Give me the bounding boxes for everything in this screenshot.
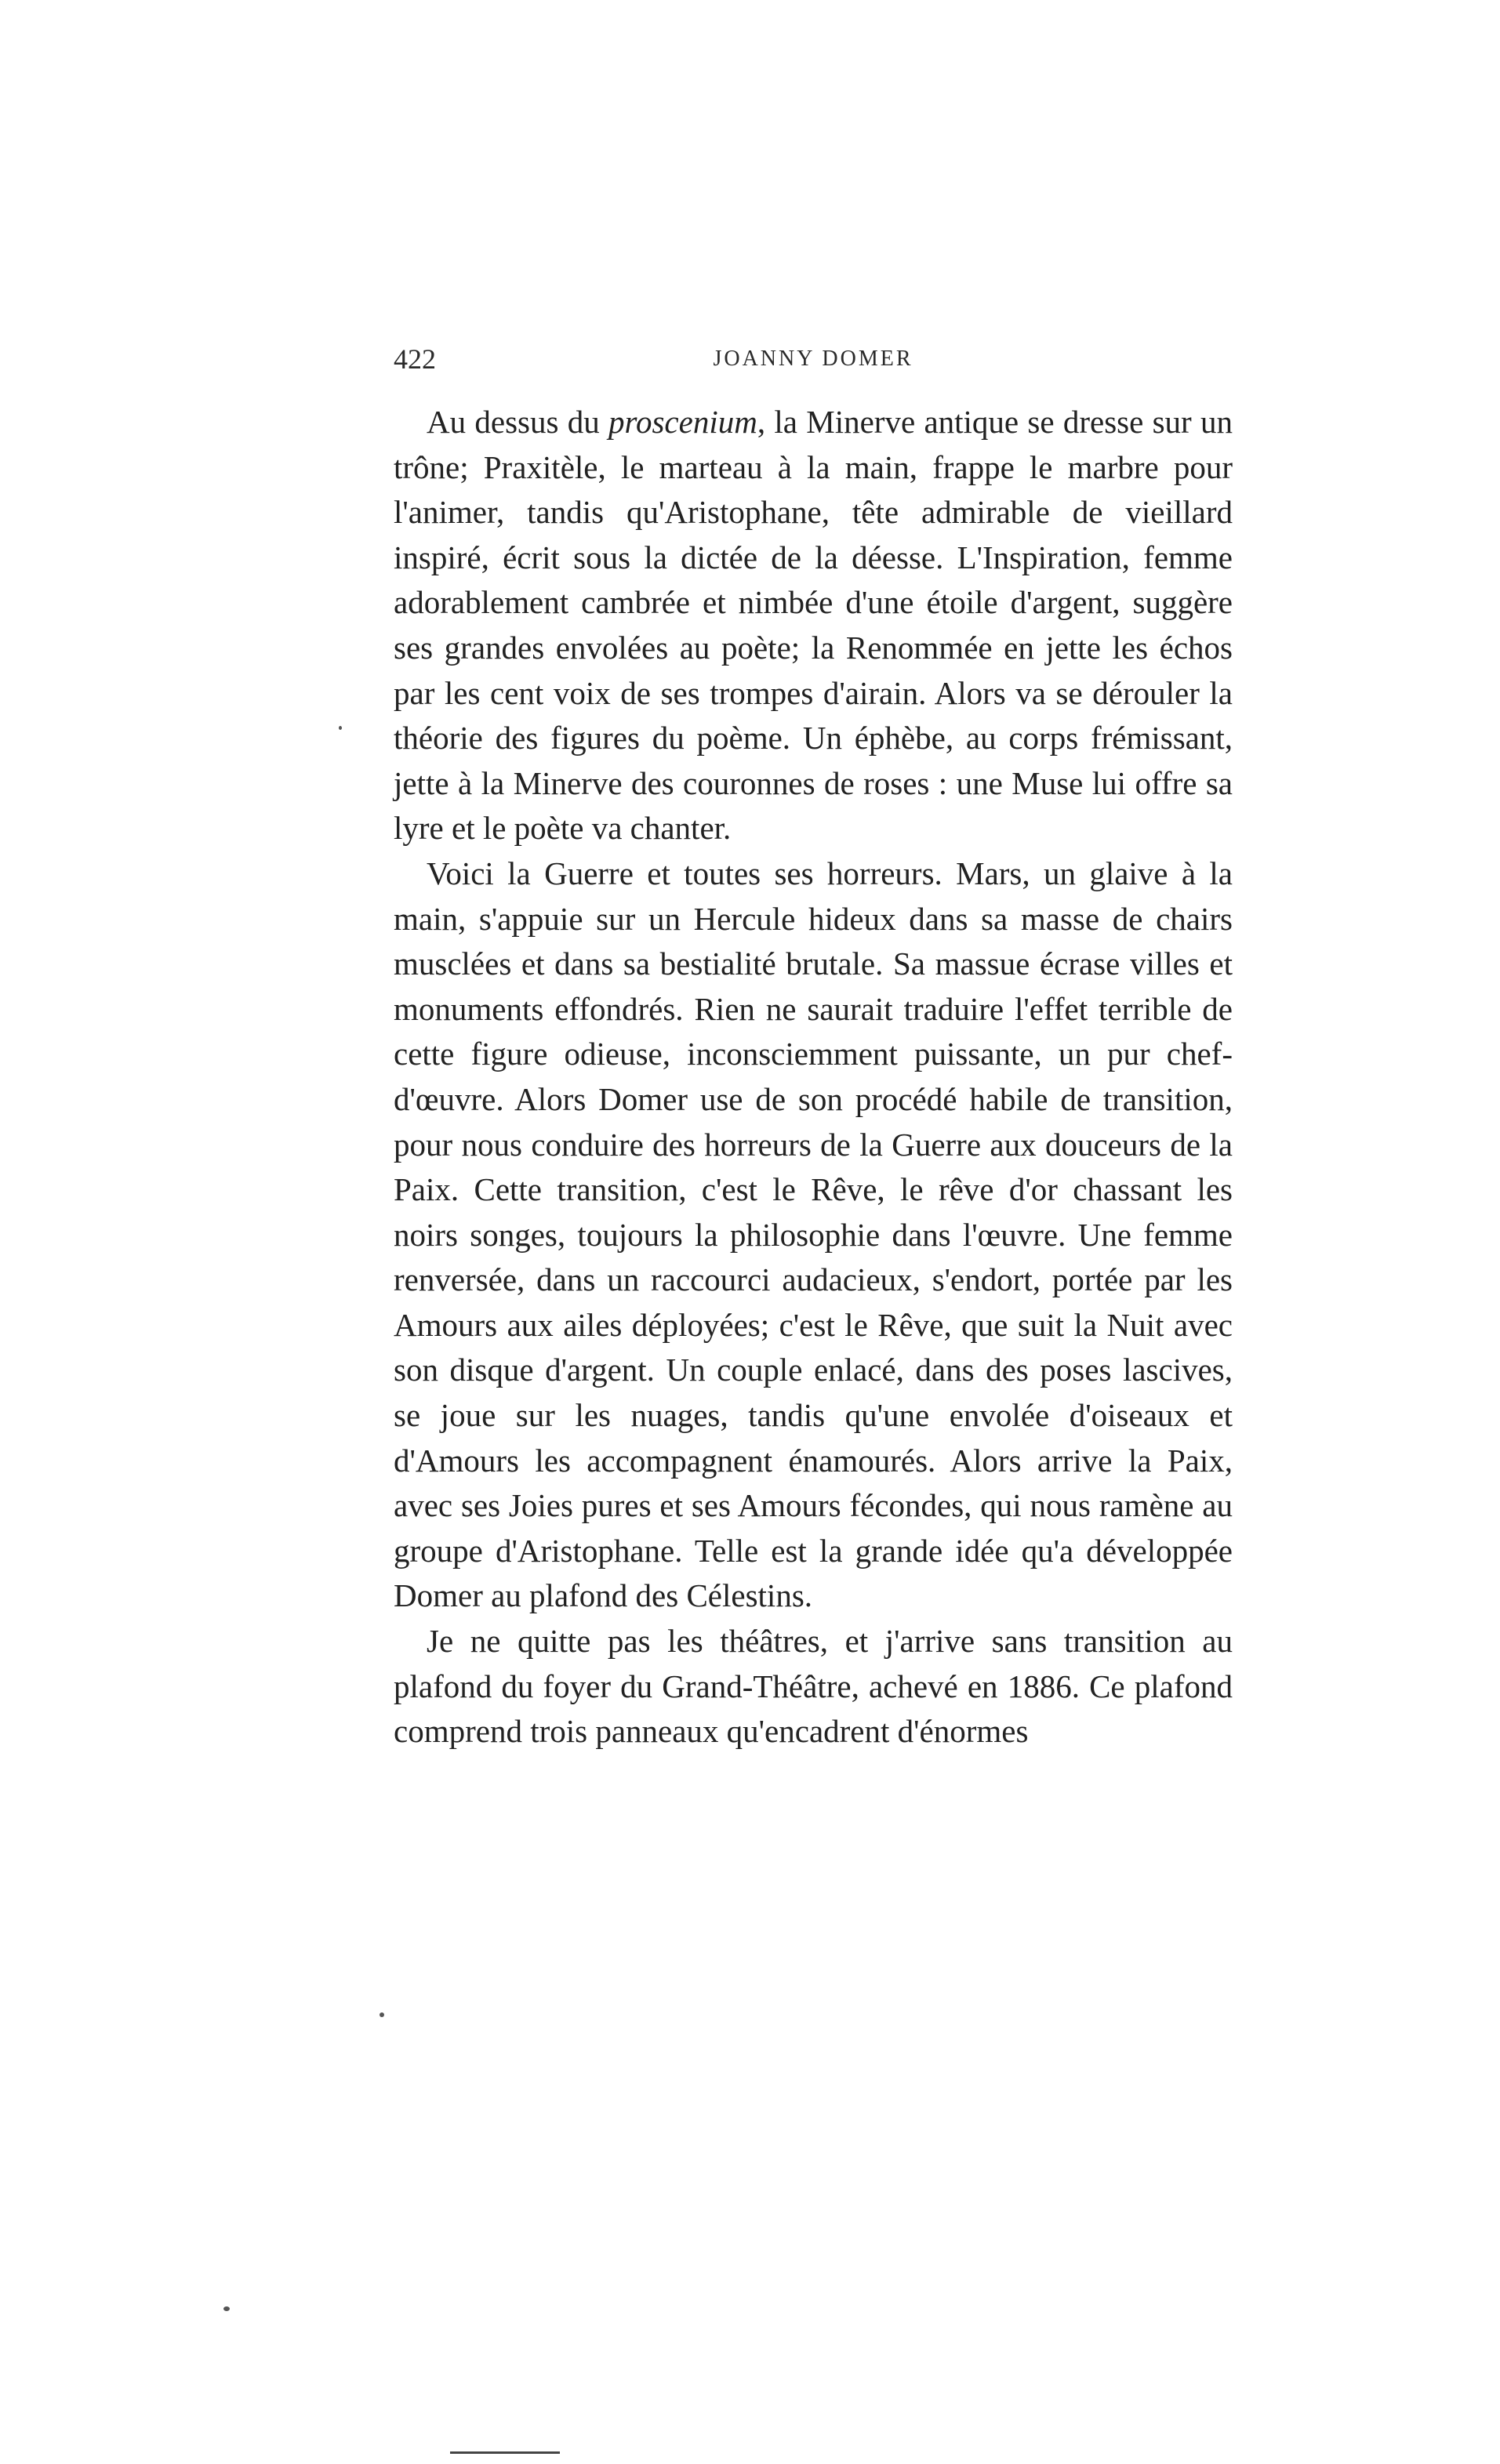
body-text <box>394 400 1233 1755</box>
running-title: JOANNY DOMER <box>713 347 913 371</box>
paragraph-1 <box>394 400 1233 851</box>
italic-term: proscenium <box>608 404 757 440</box>
ink-speck <box>223 2306 230 2311</box>
paragraph-1-start: Au dessus du <box>427 404 609 440</box>
ink-speck <box>339 726 342 730</box>
paragraph-3: Je ne quitte pas les théâtres, et j'arrive sans transition au plafond du foyer du Grand-Théâtre, achevé en 1886. Ce plafond comprend trois panneaux qu'encadrent d'énormes <box>394 1623 1233 1750</box>
running-head <box>394 336 1233 383</box>
footer-rule <box>450 2451 560 2454</box>
paragraph-2: Voici la Guerre et toutes ses horreurs. Mars, un glaive à la main, s'appuie sur un Hercule hideux dans sa masse de chairs musclées et dans sa bestialité brutale. Sa massue écrase villes et monuments effondrés. Rien ne saurait traduire l'effet terrible de cette figure odieuse, inconsciemment puissante, un pur chef-d'œuvre. Alors Domer use de son procédé habile de transition, pour nous conduire des horreurs de la Guerre aux douceurs de la Paix. Cette transition, c'est le Rêve, le rêve d'or chassant les noirs songes, toujours la philosophie dans l'œuvre. Une femme renversée, dans un raccourci audacieux, s'endort, portée par les Amours aux ailes déployées; c'est le Rêve, que suit la Nuit avec son disque d'argent. Un couple enlacé, dans des poses lascives, se joue sur les nuages, tandis qu'une envolée d'oiseaux et d'Amours les accompagnent énamourés. Alors arrive la Paix, avec ses Joies pures et ses Amours fécondes, qui nous ramène au groupe d'Aristophane. Telle est la grande idée qu'a développée Domer au plafond des Célestins. <box>394 855 1233 1614</box>
paragraph-1-rest: , la Minerve antique se dresse sur un trône; Praxitèle, le marteau à la main, frappe le marbre pour l'animer, tandis qu'Aristophane, tête admirable de vieillard inspiré, écrit sous la dictée de la déesse. L'Inspiration, femme adorablement cambrée et nimbée d'une étoile d'argent, suggère ses grandes envolées au poète; la Renommée en jette les échos par les cent voix de ses trompes d'airain. Alors va se dérouler la théorie des figures du poème. Un éphèbe, au corps frémissant, jette à la Minerve des couronnes de roses : une Muse lui offre sa lyre et le poète va chanter. <box>394 404 1233 847</box>
ink-speck <box>380 2012 384 2017</box>
page-number: 422 <box>394 343 436 375</box>
